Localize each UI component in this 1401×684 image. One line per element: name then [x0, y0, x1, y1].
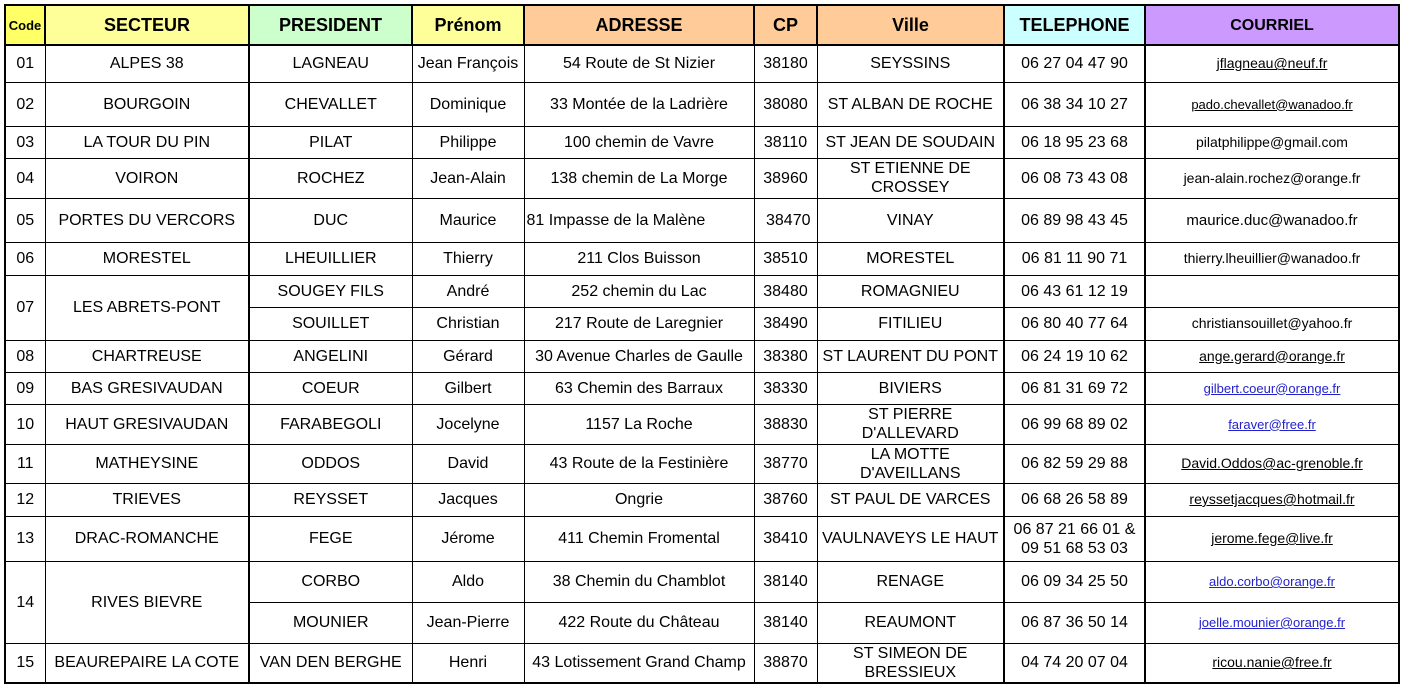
cell-president: LAGNEAU [249, 45, 412, 82]
cell-email: christiansouillet@yahoo.fr [1145, 307, 1399, 340]
cell-code: 07 [5, 275, 45, 340]
cell-email-link[interactable]: David.Oddos@ac-grenoble.fr [1145, 444, 1399, 483]
cell-email-link[interactable]: ange.gerard@orange.fr [1145, 340, 1399, 372]
cell-prenom: Jérome [412, 516, 524, 561]
cell-ville: REAUMONT [817, 602, 1004, 643]
header-secteur: SECTEUR [45, 5, 249, 45]
cell-code: 02 [5, 82, 45, 126]
cell-email: pilatphilippe@gmail.com [1145, 126, 1399, 158]
cell-cp: 38830 [754, 404, 817, 444]
cell-secteur: MATHEYSINE [45, 444, 249, 483]
cell-email-link[interactable]: pado.chevallet@wanadoo.fr [1145, 82, 1399, 126]
cell-email-link[interactable]: gilbert.coeur@orange.fr [1145, 372, 1399, 404]
cell-email-link[interactable]: reyssetjacques@hotmail.fr [1145, 483, 1399, 516]
table-row [5, 242, 1399, 275]
cell-secteur: ALPES 38 [45, 45, 249, 82]
cell-ville: ST LAURENT DU PONT [817, 340, 1004, 372]
table-row [5, 372, 1399, 404]
cell-telephone: 06 24 19 10 62 [1004, 340, 1145, 372]
cell-adresse: 1157 La Roche [524, 404, 754, 444]
cell-telephone: 06 82 59 29 88 [1004, 444, 1145, 483]
cell-telephone: 06 43 61 12 19 [1004, 275, 1145, 307]
cell-code: 01 [5, 45, 45, 82]
table-row [5, 516, 1399, 561]
cell-code: 06 [5, 242, 45, 275]
cell-telephone: 06 09 34 25 50 [1004, 561, 1145, 602]
header-code: Code [5, 5, 45, 45]
header-telephone: TELEPHONE [1004, 5, 1145, 45]
cell-email-link[interactable]: ricou.nanie@free.fr [1145, 643, 1399, 683]
cell-cp: 38760 [754, 483, 817, 516]
sector-presidents-table [4, 4, 1400, 684]
cell-cp: 38470 [754, 198, 817, 242]
cell-president: FARABEGOLI [249, 404, 412, 444]
cell-prenom: Philippe [412, 126, 524, 158]
cell-secteur: CHARTREUSE [45, 340, 249, 372]
header-ville: Ville [817, 5, 1004, 45]
cell-cp: 38140 [754, 602, 817, 643]
cell-code: 11 [5, 444, 45, 483]
cell-telephone: 06 99 68 89 02 [1004, 404, 1145, 444]
table-row [5, 158, 1399, 198]
cell-adresse: 422 Route du Château [524, 602, 754, 643]
cell-prenom: Jocelyne [412, 404, 524, 444]
cell-email-link[interactable]: aldo.corbo@orange.fr [1145, 561, 1399, 602]
cell-telephone: 06 87 21 66 01 & 09 51 68 53 03 [1004, 516, 1145, 561]
cell-cp: 38960 [754, 158, 817, 198]
table-row [5, 643, 1399, 683]
cell-code: 05 [5, 198, 45, 242]
cell-adresse: 100 chemin de Vavre [524, 126, 754, 158]
cell-president: SOUILLET [249, 307, 412, 340]
cell-email [1145, 275, 1399, 307]
cell-email: jean-alain.rochez@orange.fr [1145, 158, 1399, 198]
header-cp: CP [754, 5, 817, 45]
cell-adresse: 63 Chemin des Barraux [524, 372, 754, 404]
cell-cp: 38870 [754, 643, 817, 683]
cell-president: ODDOS [249, 444, 412, 483]
cell-prenom: Jean-Alain [412, 158, 524, 198]
cell-prenom: Gilbert [412, 372, 524, 404]
cell-president: MOUNIER [249, 602, 412, 643]
table-row [5, 126, 1399, 158]
cell-ville: ST PIERRE D'ALLEVARD [817, 404, 1004, 444]
cell-prenom: Christian [412, 307, 524, 340]
cell-cp: 38380 [754, 340, 817, 372]
cell-adresse: 43 Route de la Festinière [524, 444, 754, 483]
cell-ville: MORESTEL [817, 242, 1004, 275]
cell-ville: ROMAGNIEU [817, 275, 1004, 307]
cell-ville: VAULNAVEYS LE HAUT [817, 516, 1004, 561]
cell-ville: RENAGE [817, 561, 1004, 602]
cell-telephone: 06 81 31 69 72 [1004, 372, 1145, 404]
cell-code: 13 [5, 516, 45, 561]
cell-prenom: Dominique [412, 82, 524, 126]
table-row [5, 404, 1399, 444]
cell-adresse: 211 Clos Buisson [524, 242, 754, 275]
cell-president: ANGELINI [249, 340, 412, 372]
cell-cp: 38480 [754, 275, 817, 307]
cell-secteur: PORTES DU VERCORS [45, 198, 249, 242]
cell-adresse: 43 Lotissement Grand Champ [524, 643, 754, 683]
cell-president: FEGE [249, 516, 412, 561]
cell-cp: 38110 [754, 126, 817, 158]
cell-secteur: VOIRON [45, 158, 249, 198]
cell-president: ROCHEZ [249, 158, 412, 198]
table-row [5, 275, 1399, 307]
header-adresse: ADRESSE [524, 5, 754, 45]
cell-president: CHEVALLET [249, 82, 412, 126]
cell-adresse: 138 chemin de La Morge [524, 158, 754, 198]
cell-cp: 38490 [754, 307, 817, 340]
cell-ville: ST JEAN DE SOUDAIN [817, 126, 1004, 158]
cell-ville: ST SIMEON DE BRESSIEUX [817, 643, 1004, 683]
cell-email: thierry.lheuillier@wanadoo.fr [1145, 242, 1399, 275]
cell-prenom: Gérard [412, 340, 524, 372]
table-row [5, 483, 1399, 516]
cell-email: maurice.duc@wanadoo.fr [1145, 198, 1399, 242]
cell-adresse: Ongrie [524, 483, 754, 516]
cell-ville: BIVIERS [817, 372, 1004, 404]
cell-cp: 38080 [754, 82, 817, 126]
cell-telephone: 06 89 98 43 45 [1004, 198, 1145, 242]
cell-secteur: TRIEVES [45, 483, 249, 516]
cell-adresse: 81 Impasse de la Malène [524, 198, 754, 242]
cell-ville: ST ALBAN DE ROCHE [817, 82, 1004, 126]
cell-president: CORBO [249, 561, 412, 602]
cell-adresse: 54 Route de St Nizier [524, 45, 754, 82]
cell-cp: 38140 [754, 561, 817, 602]
cell-code: 12 [5, 483, 45, 516]
cell-prenom: Jacques [412, 483, 524, 516]
cell-secteur: RIVES BIEVRE [45, 561, 249, 643]
cell-prenom: Maurice [412, 198, 524, 242]
cell-ville: LA MOTTE D'AVEILLANS [817, 444, 1004, 483]
cell-code: 14 [5, 561, 45, 643]
cell-adresse: 217 Route de Laregnier [524, 307, 754, 340]
cell-prenom: Thierry [412, 242, 524, 275]
cell-prenom: Henri [412, 643, 524, 683]
cell-cp: 38330 [754, 372, 817, 404]
table-row [5, 198, 1399, 242]
cell-code: 08 [5, 340, 45, 372]
table-row [5, 444, 1399, 483]
cell-telephone: 06 08 73 43 08 [1004, 158, 1145, 198]
cell-ville: SEYSSINS [817, 45, 1004, 82]
table-row [5, 82, 1399, 126]
cell-ville: ST PAUL DE VARCES [817, 483, 1004, 516]
cell-telephone: 06 87 36 50 14 [1004, 602, 1145, 643]
cell-prenom: Aldo [412, 561, 524, 602]
cell-secteur: BEAUREPAIRE LA COTE [45, 643, 249, 683]
cell-president: DUC [249, 198, 412, 242]
cell-telephone: 04 74 20 07 04 [1004, 643, 1145, 683]
cell-secteur: HAUT GRESIVAUDAN [45, 404, 249, 444]
cell-president: VAN DEN BERGHE [249, 643, 412, 683]
cell-secteur: BOURGOIN [45, 82, 249, 126]
cell-adresse: 252 chemin du Lac [524, 275, 754, 307]
cell-secteur: MORESTEL [45, 242, 249, 275]
cell-code: 04 [5, 158, 45, 198]
cell-cp: 38770 [754, 444, 817, 483]
cell-ville: FITILIEU [817, 307, 1004, 340]
cell-ville: ST ETIENNE DE CROSSEY [817, 158, 1004, 198]
cell-secteur: LA TOUR DU PIN [45, 126, 249, 158]
header-president: PRESIDENT [249, 5, 412, 45]
cell-cp: 38180 [754, 45, 817, 82]
cell-president: PILAT [249, 126, 412, 158]
cell-email-link[interactable]: jerome.fege@live.fr [1145, 516, 1399, 561]
cell-telephone: 06 80 40 77 64 [1004, 307, 1145, 340]
table-row [5, 561, 1399, 602]
cell-prenom: Jean-Pierre [412, 602, 524, 643]
cell-ville: VINAY [817, 198, 1004, 242]
cell-code: 15 [5, 643, 45, 683]
cell-code: 10 [5, 404, 45, 444]
cell-cp: 38410 [754, 516, 817, 561]
cell-president: SOUGEY FILS [249, 275, 412, 307]
table-row [5, 45, 1399, 82]
table-row [5, 340, 1399, 372]
cell-president: REYSSET [249, 483, 412, 516]
cell-code: 03 [5, 126, 45, 158]
cell-adresse: 411 Chemin Fromental [524, 516, 754, 561]
cell-telephone: 06 68 26 58 89 [1004, 483, 1145, 516]
cell-telephone: 06 18 95 23 68 [1004, 126, 1145, 158]
cell-prenom: Jean François [412, 45, 524, 82]
header-row [5, 5, 1399, 45]
cell-prenom: André [412, 275, 524, 307]
header-courriel: COURRIEL [1145, 5, 1399, 45]
cell-president: COEUR [249, 372, 412, 404]
cell-secteur: LES ABRETS-PONT [45, 275, 249, 340]
cell-email-link[interactable]: jflagneau@neuf.fr [1145, 45, 1399, 82]
cell-code: 09 [5, 372, 45, 404]
cell-email-link[interactable]: faraver@free.fr [1145, 404, 1399, 444]
cell-adresse: 33 Montée de la Ladrière [524, 82, 754, 126]
cell-adresse: 38 Chemin du Chamblot [524, 561, 754, 602]
header-prenom: Prénom [412, 5, 524, 45]
cell-adresse: 30 Avenue Charles de Gaulle [524, 340, 754, 372]
cell-president: LHEUILLIER [249, 242, 412, 275]
cell-secteur: DRAC-ROMANCHE [45, 516, 249, 561]
cell-secteur: BAS GRESIVAUDAN [45, 372, 249, 404]
cell-email-link[interactable]: joelle.mounier@orange.fr [1145, 602, 1399, 643]
cell-telephone: 06 81 11 90 71 [1004, 242, 1145, 275]
cell-telephone: 06 38 34 10 27 [1004, 82, 1145, 126]
cell-cp: 38510 [754, 242, 817, 275]
cell-prenom: David [412, 444, 524, 483]
cell-telephone: 06 27 04 47 90 [1004, 45, 1145, 82]
